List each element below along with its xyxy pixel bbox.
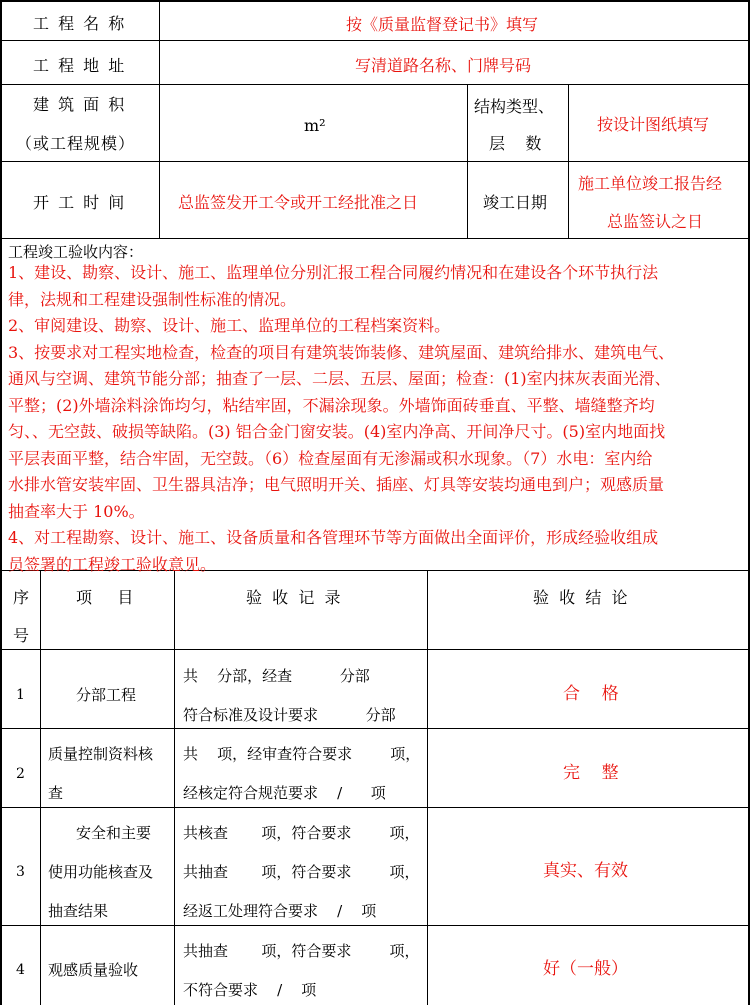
header-seq: 序 <box>13 588 30 607</box>
header-item: 项 目 <box>76 588 134 607</box>
row-seq: 4 <box>16 962 25 978</box>
row-record: 共抽查 项，符合要求 项， <box>183 863 420 881</box>
row-item: 使用功能核查及 <box>48 863 154 881</box>
content-line: 律，法规和工程建设强制性标准的情况。 <box>8 289 297 309</box>
building-area-unit: m² <box>304 116 326 135</box>
row-record: 经返工处理符合要求 / 项 <box>183 902 377 920</box>
start-time-label: 开 工 时 间 <box>33 193 127 212</box>
content-line: 匀、、无空鼓、破损等缺陷。(3) 铝合金门窗安装。(4)室内净高、开间净尺寸。(5)室内地面找 <box>8 422 666 441</box>
content-line: 2、审阅建设、勘察、设计、施工、监理单位的工程档案资料。 <box>8 316 451 335</box>
row-item: 查 <box>48 784 64 802</box>
project-name-value: 按《质量监督登记书》填写 <box>346 15 539 34</box>
content-line: 3、按要求对工程实地检查，检查的项目有建筑装饰装修、建筑屋面、建筑给排水、建筑电气、 <box>8 342 675 362</box>
content-line: 水排水管安装牢固、卫生器具洁净；电气照明开关、插座、灯具等安装均通电到户；观感质量 <box>8 475 665 494</box>
row-record: 符合标准及设计要求 分部 <box>183 706 396 724</box>
row-item: 抽查结果 <box>48 902 109 920</box>
completion-date-value: 施工单位竣工报告经 <box>578 174 723 193</box>
structure-type-label: 结构类型、 <box>474 97 555 116</box>
row-record: 共抽查 项，符合要求 项， <box>183 942 420 960</box>
row-record: 不符合要求 / 项 <box>183 981 317 999</box>
header-seq-2: 号 <box>13 626 30 645</box>
row-seq: 2 <box>16 766 25 782</box>
floors-label: 层 数 <box>489 134 542 153</box>
row-seq: 1 <box>16 687 25 703</box>
row-item: 质量控制资料核 <box>48 745 154 763</box>
row-seq: 3 <box>16 864 25 880</box>
header-record: 验 收 记 录 <box>246 588 341 607</box>
row-record: 共 项，经审查符合要求 项， <box>183 745 421 763</box>
content-line: 通风与空调、建筑节能分部；抽查了一层、二层、五层、屋面；检查：(1)室内抹灰表面光滑、 <box>8 369 671 388</box>
content-title: 工程竣工验收内容： <box>8 243 144 261</box>
building-area-sublabel: （或工程规模） <box>16 134 136 153</box>
row-conclusion: 合 格 <box>563 684 619 704</box>
building-area-label: 建 筑 面 积 <box>33 95 127 114</box>
header-conclusion: 验 收 结 论 <box>533 588 628 607</box>
content-line: 员签署的工程竣工验收意见。 <box>8 554 217 574</box>
start-time-value: 总监签发开工令或开工经批准之日 <box>178 193 419 212</box>
row-item: 分部工程 <box>76 686 137 704</box>
row-item: 安全和主要 <box>76 824 152 842</box>
content-line: 1、建设、勘察、设计、施工、监理单位分别汇报工程合同履约情况和在建设各个环节执行法 <box>8 263 659 282</box>
completion-date-value-line2: 总监签认之日 <box>607 212 704 231</box>
content-line: 平层表面平整，结合牢固，无空鼓。（6）检查屋面有无渗漏或积水现象。（7）水电：室内给 <box>8 448 653 468</box>
row-record: 共 分部，经查 分部 <box>183 667 370 685</box>
completion-date-label: 竣工日期 <box>483 193 548 212</box>
content-line: 4、对工程勘察、设计、施工、设备质量和各管理环节等方面做出全面评价，形成经验收组成 <box>8 528 659 547</box>
row-record: 经核定符合规范要求 / 项 <box>183 784 386 802</box>
row-conclusion: 完 整 <box>563 763 619 783</box>
structure-type-value: 按设计图纸填写 <box>597 115 710 134</box>
project-address-label: 工 程 地 址 <box>33 56 127 75</box>
project-name-label: 工 程 名 称 <box>33 14 127 33</box>
content-line: 抽查率大于 10%。 <box>8 501 145 521</box>
project-address-value: 写清道路名称、门牌号码 <box>355 56 532 75</box>
content-line: 平整；(2)外墙涂料涂饰均匀，粘结牢固，不漏涂现象。外墙饰面砖垂直、平整、墙缝整齐均 <box>8 395 655 415</box>
content-body <box>8 260 744 578</box>
row-conclusion: 好（一般） <box>543 959 628 979</box>
row-item: 观感质量验收 <box>48 961 139 979</box>
row-conclusion: 真实、有效 <box>543 861 628 881</box>
row-record: 共核查 项，符合要求 项， <box>183 824 420 842</box>
